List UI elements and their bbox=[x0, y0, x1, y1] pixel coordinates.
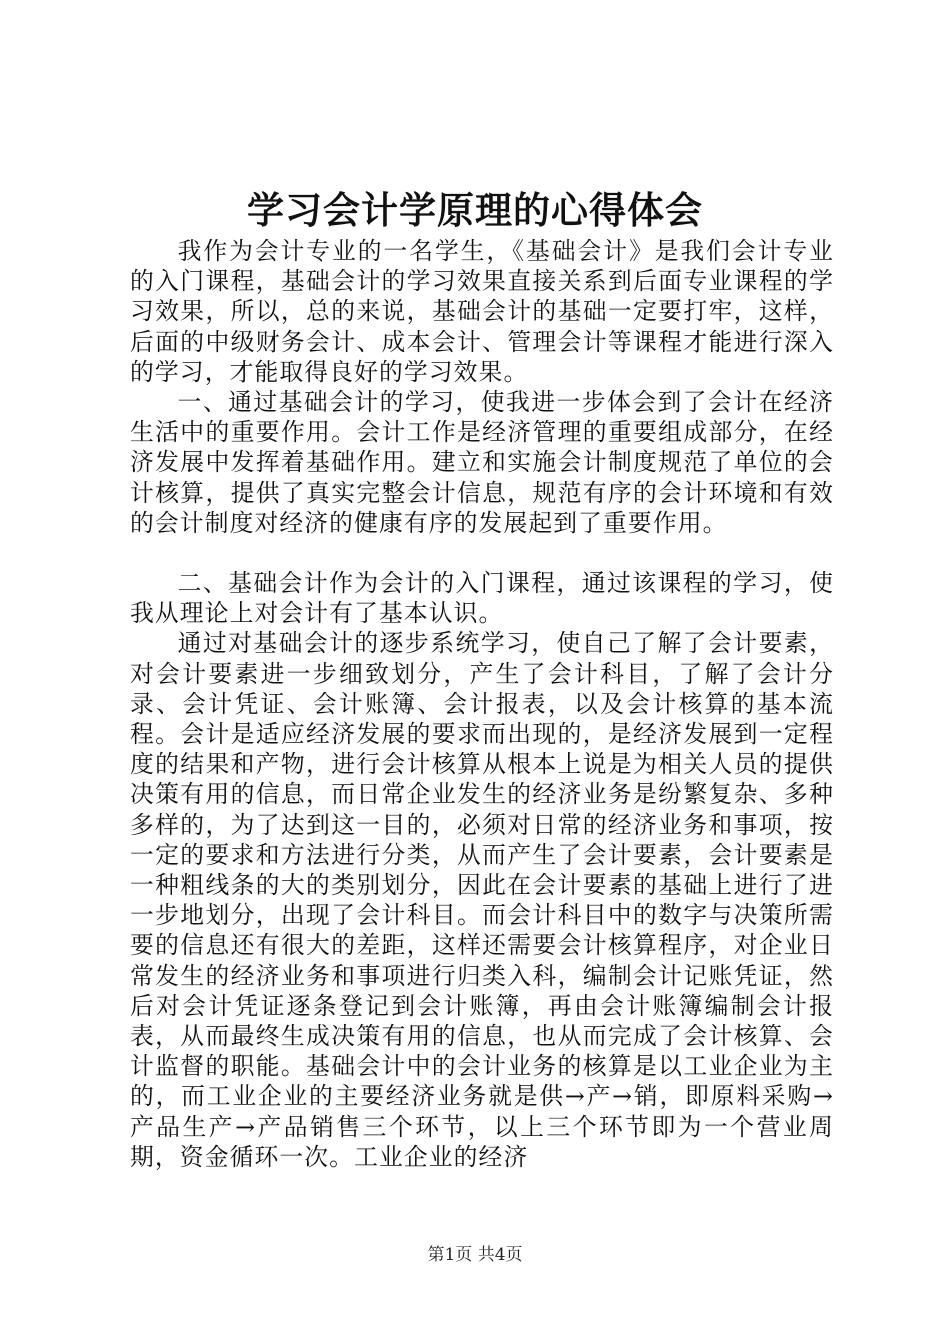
paragraph-details: 通过对基础会计的逐步系统学习，使自己了解了会计要素，对会计要素进一步细致划分，产生了会计科目，了解了会计分录、会计凭证、会计账簿、会计报表，以及会计核算的基本流程。会计是适应经济发展的要求而出现的，是经济发展到一定程度的结果和产物，进行会计核算从根本上说是为相关人员的提供决策有用的信息，而日常企业发生的经济业务是纷繁复杂、多种多样的，为了达到这一目的，必须对日常的经济业务和事项，按一定的要求和方法进行分类，从而产生了会计要素，会计要素是一种粗线条的大的类别划分，因此在会计要素的基础上进行了进一步地划分，出现了会计科目。而会计科目中的数字与决策所需要的信息还有很大的差距，这样还需要会计核算程序，对企业日常发生的经济业务和事项进行归类入科，编制会计记账凭证，然后对会计凭证逐条登记到会计账簿，再由会计账簿编制会计报表，从而最终生成决策有用的信息，也从而完成了会计核算、会计监督的职能。基础会计中的会计业务的核算是以工业企业为主的，而工业企业的主要经济业务就是供→产→销，即原料采购→产品生产→产品销售三个环节，以上三个环节即为一个营业周期，资金循环一次。工业企业的经济 bbox=[130, 629, 834, 1171]
page-number-footer: 第1页 共4页 bbox=[427, 1245, 523, 1265]
paragraph-intro: 我作为会计专业的一名学生，《基础会计》是我们会计专业的入门课程，基础会计的学习效果直接关系到后面专业课程的学习效果，所以，总的来说，基础会计的基础一定要打牢，这样，后面的中级财务会计、成本会计、管理会计等课程才能进行深入的学习，才能取得良好的学习效果。 bbox=[130, 237, 834, 386]
document-body bbox=[130, 236, 834, 1172]
paragraph-section-two: 二、基础会计作为会计的入门课程，通过该课程的学习，使我从理论上对会计有了基本认识。 bbox=[130, 569, 834, 628]
document-title: 学习会计学原理的心得体会 bbox=[247, 188, 703, 232]
paragraph-section-one: 一、通过基础会计的学习，使我进一步体会到了会计在经济生活中的重要作用。会计工作是经济管理的重要组成部分，在经济发展中发挥着基础作用。建立和实施会计制度规范了单位的会计核算，提供了真实完整会计信息，规范有序的会计环境和有效的会计制度对经济的健康有序的发展起到了重要作用。 bbox=[130, 388, 834, 537]
